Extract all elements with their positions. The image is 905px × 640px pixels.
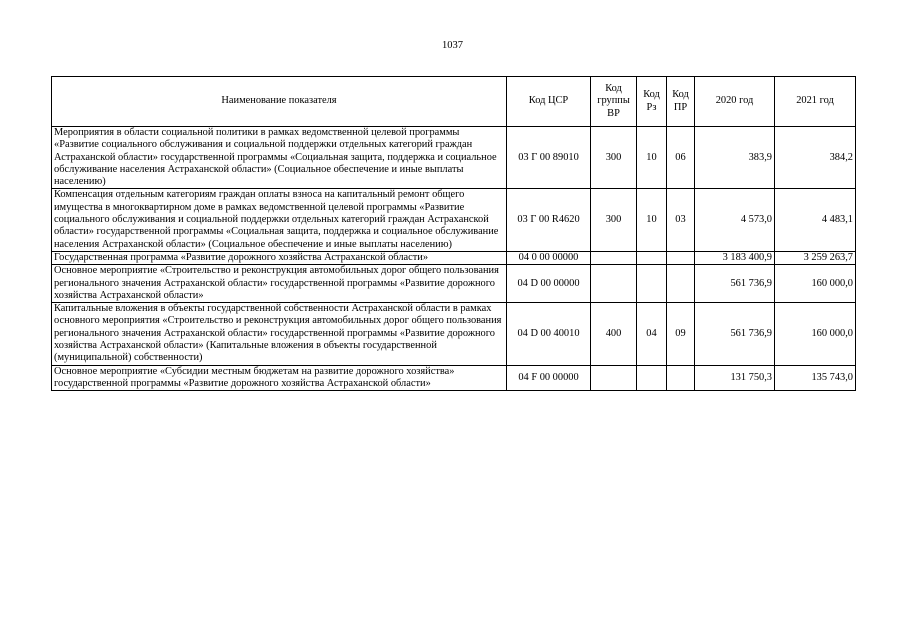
row-2021: 135 743,0 xyxy=(775,365,856,391)
row-vr xyxy=(591,365,637,391)
row-csr: 03 Г 00 89010 xyxy=(507,127,591,189)
header-2021: 2021 год xyxy=(775,77,856,127)
row-csr: 04 0 00 00000 xyxy=(507,251,591,264)
row-2021: 160 000,0 xyxy=(775,303,856,365)
row-vr xyxy=(591,251,637,264)
row-2020: 561 736,9 xyxy=(695,265,775,303)
header-rz: Код Рз xyxy=(637,77,667,127)
row-2021: 3 259 263,7 xyxy=(775,251,856,264)
row-name: Мероприятия в области социальной политики в рамках ведомственной целевой программы «Развитие социального обслуживания и социальной поддержки отдельных категорий граждан Астраханской области» государственной программы «Социальная защита, поддержка и социальное обслуживание населения Астраханской области» (Социальное обеспечение и иные выплаты населению) xyxy=(52,127,507,189)
table-row xyxy=(52,265,856,303)
row-csr: 04 D 00 00000 xyxy=(507,265,591,303)
table-row xyxy=(52,251,856,264)
header-csr: Код ЦСР xyxy=(507,77,591,127)
row-rz: 04 xyxy=(637,303,667,365)
row-pr xyxy=(667,365,695,391)
table-header-row xyxy=(52,77,856,127)
row-2020: 3 183 400,9 xyxy=(695,251,775,264)
table-row xyxy=(52,127,856,189)
page-number: 1037 xyxy=(442,40,463,51)
budget-table xyxy=(51,76,856,391)
row-pr: 06 xyxy=(667,127,695,189)
row-name: Компенсация отдельным категориям граждан оплаты взноса на капитальный ремонт общего имущества в многоквартирном доме в рамках ведомственной целевой программы «Развитие социального обслуживания и социальной поддержки отдельных категорий граждан Астраханской области» государственной программы «Социальная защита, поддержка и социальное обслуживание населения Астраханской области» (Социальное обеспечение и иные выплаты населению) xyxy=(52,189,507,251)
row-2020: 131 750,3 xyxy=(695,365,775,391)
row-2021: 384,2 xyxy=(775,127,856,189)
row-2020: 561 736,9 xyxy=(695,303,775,365)
row-vr: 400 xyxy=(591,303,637,365)
row-2021: 4 483,1 xyxy=(775,189,856,251)
row-pr: 03 xyxy=(667,189,695,251)
row-name: Капитальные вложения в объекты государственной собственности Астраханской области в рамках основного мероприятия «Строительство и реконструкция автомобильных дорог общего пользования регионального значения Астраханской области» государственной программы «Развитие дорожного хозяйства Астраханской области» (Капитальные вложения в объекты государственной (муниципальной) собственности) xyxy=(52,303,507,365)
header-vr: Код группы ВР xyxy=(591,77,637,127)
row-rz xyxy=(637,251,667,264)
row-csr: 03 Г 00 R4620 xyxy=(507,189,591,251)
row-vr: 300 xyxy=(591,189,637,251)
header-pr: Код ПР xyxy=(667,77,695,127)
row-2020: 4 573,0 xyxy=(695,189,775,251)
row-name: Государственная программа «Развитие дорожного хозяйства Астраханской области» xyxy=(52,251,507,264)
row-csr: 04 D 00 40010 xyxy=(507,303,591,365)
row-vr: 300 xyxy=(591,127,637,189)
header-2020: 2020 год xyxy=(695,77,775,127)
row-rz: 10 xyxy=(637,189,667,251)
row-vr xyxy=(591,265,637,303)
table-row xyxy=(52,303,856,365)
row-2020: 383,9 xyxy=(695,127,775,189)
row-rz xyxy=(637,265,667,303)
row-name: Основное мероприятие «Субсидии местным бюджетам на развитие дорожного хозяйства» государственной программы «Развитие дорожного хозяйства Астраханской области» xyxy=(52,365,507,391)
table-row xyxy=(52,189,856,251)
header-name: Наименование показателя xyxy=(52,77,507,127)
row-2021: 160 000,0 xyxy=(775,265,856,303)
row-pr xyxy=(667,265,695,303)
row-pr xyxy=(667,251,695,264)
row-rz xyxy=(637,365,667,391)
row-name: Основное мероприятие «Строительство и реконструкция автомобильных дорог общего пользования регионального значения Астраханской области» государственной программы «Развитие дорожного хозяйства Астраханской области» xyxy=(52,265,507,303)
row-rz: 10 xyxy=(637,127,667,189)
row-pr: 09 xyxy=(667,303,695,365)
row-csr: 04 F 00 00000 xyxy=(507,365,591,391)
table-row xyxy=(52,365,856,391)
